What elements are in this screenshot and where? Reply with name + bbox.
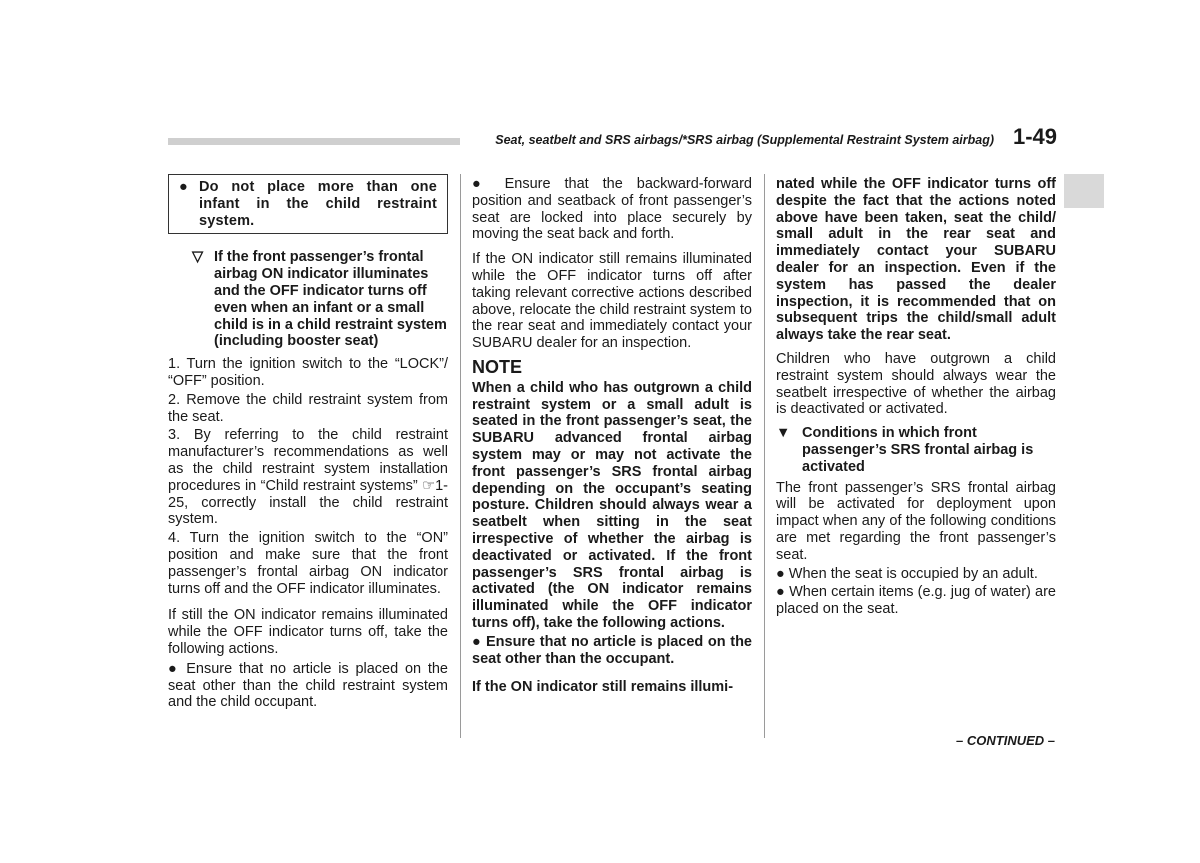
note-continued-text: If the ON indicator still remains illumi- (472, 679, 734, 696)
header-rule (168, 138, 460, 145)
triangle-outline-icon: ▽ (192, 249, 204, 266)
section-title: Seat, seatbelt and SRS airbags/*SRS airbag (Supplemental Restraint System airbag) (495, 133, 994, 147)
warning-text: Do not place more than one infant in the child restraint system. (199, 179, 437, 229)
note-heading: NOTE (472, 356, 523, 377)
bullet-item: ● Ensure that the backward-forward position and seatback of front passenger’s seat are locked into place securely by moving the seat back and forth. (472, 176, 752, 243)
bullet-item: ● When the seat is occupied by an adult. (776, 565, 1038, 582)
chapter-tab (1064, 174, 1104, 208)
bullet-icon: ● (179, 179, 188, 195)
subheading (776, 425, 1056, 475)
triangle-filled-icon: ▼ (776, 425, 791, 442)
step-1: 1. Turn the ignition switch to the “LOCK”/ “OFF” position. (168, 356, 448, 389)
column-divider-2 (764, 174, 765, 738)
column-2 (472, 176, 752, 703)
bullet-item: ● Ensure that no article is placed on the seat other than the child restraint system and the child occupant. (168, 660, 448, 711)
step-3: 3. By referring to the child restraint manufacturer’s recommendations as well as the child restraint system installation procedures in “Child restraint systems” ☞1-25, correctly install the child restraint system. (168, 427, 448, 528)
note-text: When a child who has outgrown a child restraint system or a small adult is seated in the front passenger’s seat, the SUBARU advanced frontal airbag system may or may not activate the front passenger’s SRS frontal airbag depending on the occupant’s seating posture. Children should always wear a seatbelt when sitting in the seat irrespective of whether the airbag is deactivated or activated. If the front passenger’s SRS frontal airbag is activated (the ON indicator remains illuminated while the OFF indicator turns off), take the following actions. (472, 379, 752, 631)
subheading-text: Conditions in which front passenger’s SRS frontal airbag is activated (802, 425, 1034, 475)
paragraph: Children who have outgrown a child restraint system should always wear the seatbelt irrespective of whether the airbag is deactivated or activated. (776, 350, 1056, 418)
column-divider-1 (460, 174, 461, 738)
page-number: 1-49 (1012, 124, 1057, 149)
paragraph: If the ON indicator still remains illuminated while the OFF indicator turns off after taking relevant corrective actions described above, relocate the child restraint system to the rear seat and immediately contact your SUBARU dealer for an inspection. (472, 251, 752, 352)
step-2: 2. Remove the child restraint system from the seat. (168, 391, 448, 425)
column-1 (168, 174, 448, 718)
note-bullet: ● Ensure that no article is placed on the seat other than the occupant. (472, 633, 752, 667)
note-continuation: nated while the OFF indicator turns off despite the fact that the actions noted above have been taken, seat the child/ small adult in the rear seat and immediately contact your SUBARU dealer for an inspection. Even if the system has passed the dealer inspection, it is recommended that on subsequent trips the child/small adult always take the rear seat. (776, 176, 1056, 344)
step-4: 4. Turn the ignition switch to the “ON” position and make sure that the front passenger’s frontal airbag ON indicator turns off and the OFF indicator illuminates. (168, 530, 448, 597)
bullet-item: ● When certain items (e.g. jug of water) are placed on the seat. (776, 584, 1056, 618)
paragraph: If still the ON indicator remains illuminated while the OFF indicator turns off, take the following actions. (168, 607, 448, 657)
subheading-text: If the front passenger’s frontal airbag ON indicator illuminates and the OFF indicator turns off even when an infant or a small child is in a child restraint system (including booster seat) (214, 249, 447, 350)
column-3 (776, 176, 1056, 625)
paragraph: The front passenger’s SRS frontal airbag will be activated for deployment upon impact when any of the following conditions are met regarding the front passenger’s seat. (776, 479, 1056, 563)
subheading (192, 249, 448, 350)
warning-box (168, 174, 448, 234)
continued-label: – CONTINUED – (956, 733, 1055, 748)
